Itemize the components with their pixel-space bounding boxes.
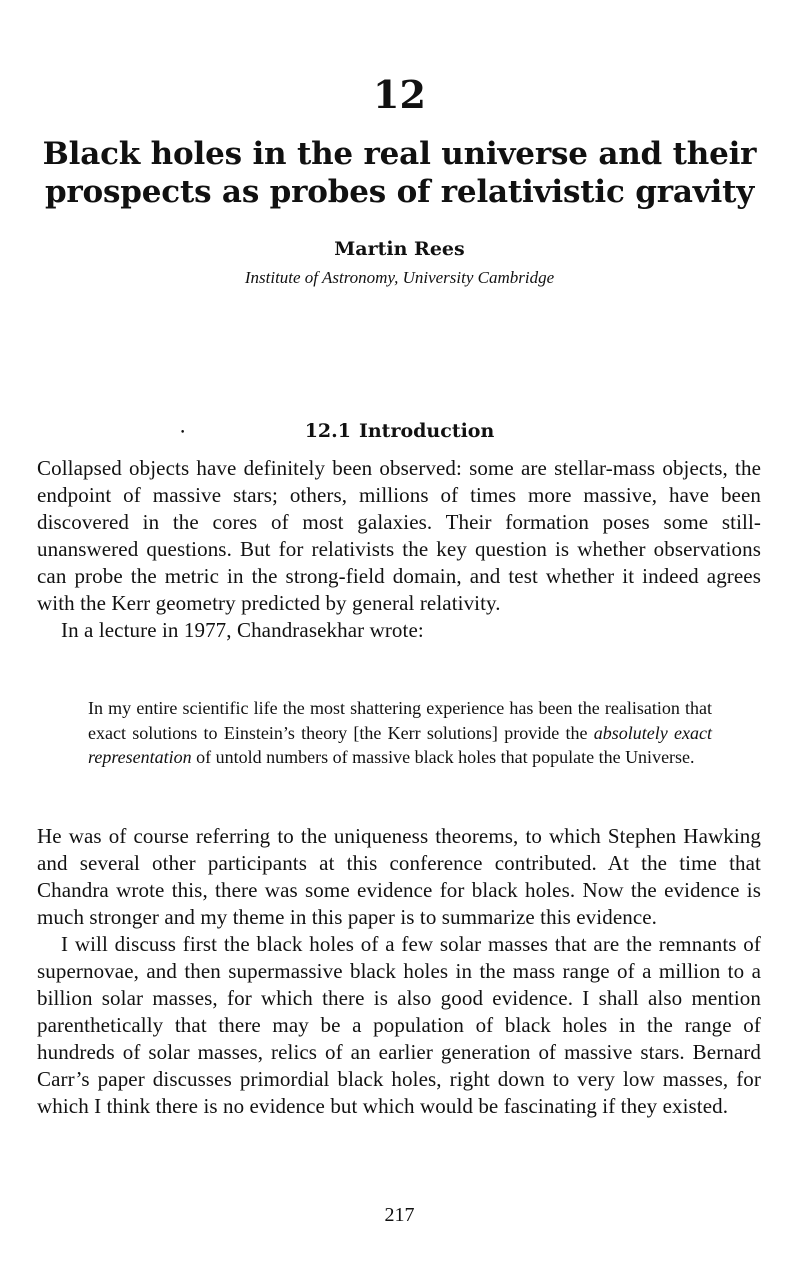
chapter-number: 12 xyxy=(373,72,426,117)
paragraph-intro: Collapsed objects have definitely been observed: some are stellar-mass objects, the endpoint of massive stars; others, millions of times more massive, have been discovered in the cores of most galaxies. Their formation poses some still-unanswered questions. But for relativists the key question is whether observations can probe the metric in the strong-field domain, and test whether it indeed agrees with the Kerr geometry predicted by general relativity. xyxy=(37,456,761,615)
quote-text-end: of untold numbers of massive black holes that populate the Universe. xyxy=(191,747,695,767)
paragraph-lecture-lead: In a lecture in 1977, Chandrasekhar wrote: xyxy=(61,618,424,642)
section-number: 12.1 xyxy=(304,420,351,442)
author-affiliation: Institute of Astronomy, University Cambridge xyxy=(244,268,555,287)
body-text-block xyxy=(37,823,761,1120)
quote-text-start: In my entire scientific life the most shattering experience has been the realisation that exact solutions to Einstein’s theory [the Kerr solutions] provide the xyxy=(88,698,712,743)
quote-emphasis: absolutely exact representation xyxy=(88,722,712,767)
author-name: Martin Rees xyxy=(334,238,465,260)
scan-mark: • xyxy=(180,428,186,438)
section-heading xyxy=(0,418,799,444)
section-title: Introduction xyxy=(358,420,495,442)
page-number: 217 xyxy=(384,1204,415,1226)
paragraph-discussion: I will discuss first the black holes of a few solar masses that are the remnants of supernovae, and then supermassive black holes in the mass range of a million to a billion solar masses, for which there is also good evidence. I shall also mention parenthetically that there may be a population of black holes in the range of hundreds of solar masses, relics of an earlier generation of massive stars. Bernard Carr’s paper discusses primordial black holes, right down to very low masses, for which I think there is no evidence but which would be fascinating if they existed. xyxy=(37,932,761,1118)
chapter-title: Black holes in the real universe and their prospects as probes of relativistic gravity xyxy=(42,136,757,210)
paragraph-after-quote: He was of course referring to the uniqueness theorems, to which Stephen Hawking and several other participants at this conference contributed. At the time that Chandra wrote this, there was some evidence for black holes. Now the evidence is much stronger and my theme in this paper is to summarize this evidence. xyxy=(37,824,761,929)
intro-text-block xyxy=(37,455,761,644)
chandrasekhar-quote xyxy=(88,696,712,770)
